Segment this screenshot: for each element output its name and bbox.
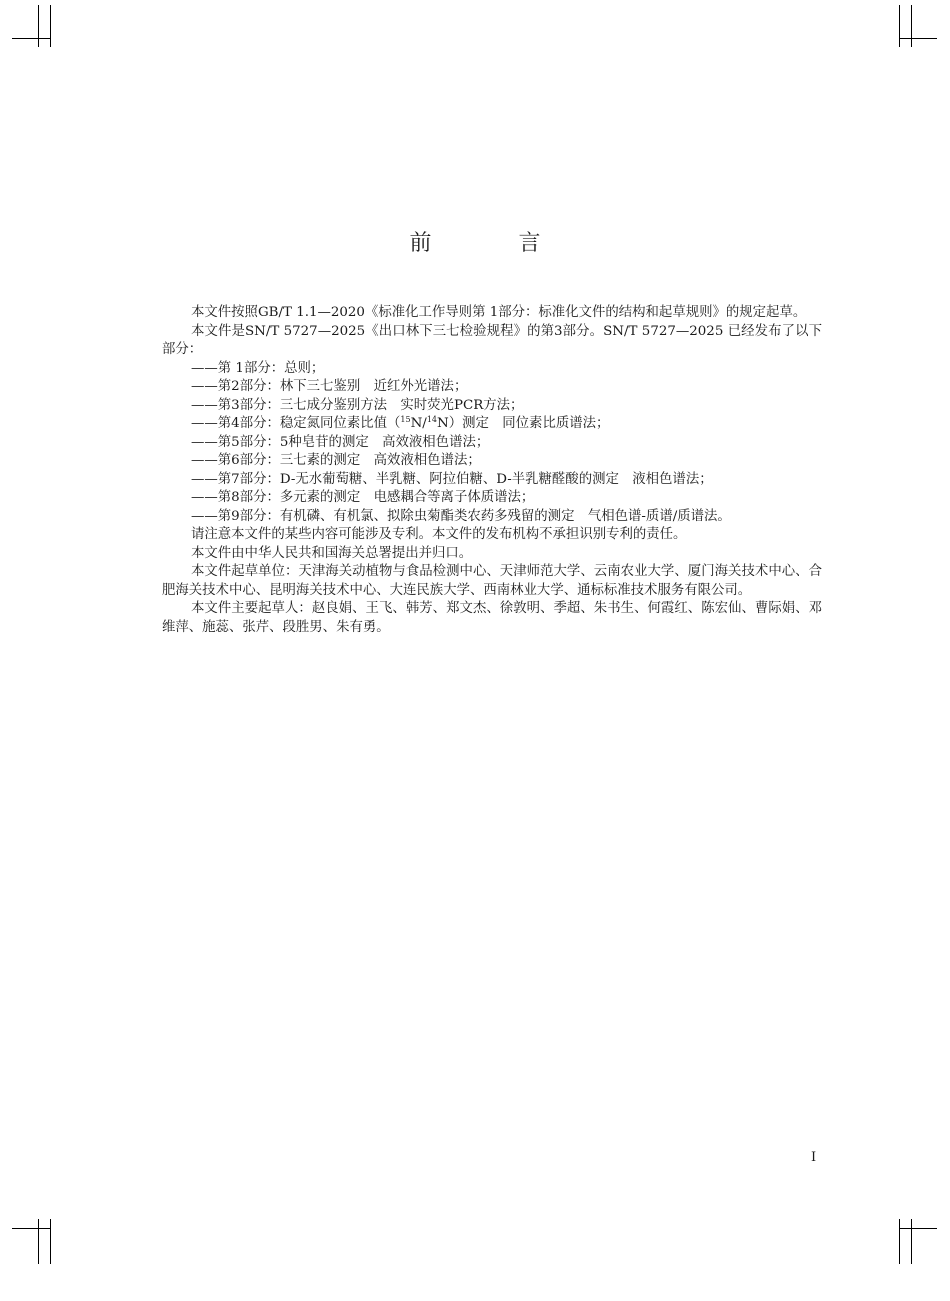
paragraph-drafting-units: 本文件起草单位：天津海关动植物与食品检测中心、天津师范大学、云南农业大学、厦门海关技术中心、合肥海关技术中心、昆明海关技术中心、大连民族大学、西南林业大学、通标标准技术服务有限公司。 xyxy=(162,564,822,598)
paragraph-standard-parts: 本文件是SN/T 5727—2025《出口林下三七检验规程》的第3部分。SN/T 5727—2025 已经发布了以下部分： xyxy=(162,323,822,357)
part-list-item-5: ——第5部分：5种皂苷的测定 高效液相色谱法； xyxy=(191,434,490,450)
foreword-body xyxy=(162,304,822,637)
isotope-superscript-15: 15 xyxy=(400,415,411,424)
part-list-item-1: ——第 1部分：总则； xyxy=(191,360,325,376)
part4-prefix: ——第4部分：稳定氮同位素比值（ xyxy=(191,416,401,431)
isotope-superscript-14: 14 xyxy=(426,415,437,424)
part-list-item-4 xyxy=(162,415,822,434)
paragraph-patent-notice: 请注意本文件的某些内容可能涉及专利。本文件的发布机构不承担识别专利的责任。 xyxy=(191,527,687,542)
page-title: 前 言 xyxy=(409,231,581,256)
paragraph-drafters: 本文件主要起草人：赵良娟、王飞、韩芳、郑文杰、徐敦明、季超、朱书生、何霞红、陈宏仙、曹际娟、邓维萍、施蕊、张芹、段胜男、朱有勇。 xyxy=(162,601,822,635)
page-number: I xyxy=(811,1150,817,1165)
part4-suffix: N）测定 同位素比质谱法； xyxy=(437,416,610,431)
part-list-item-8: ——第8部分：多元素的测定 电感耦合等离子体质谱法； xyxy=(191,490,535,505)
part-list-item-7: ——第7部分：D-无水葡萄糖、半乳糖、阿拉伯糖、D-半乳糖醛酸的测定 液相色谱法； xyxy=(191,471,713,487)
paragraph-drafting-rules: 本文件按照GB/T 1.1—2020《标准化工作导则第 1部分：标准化文件的结构和起草规则》的规定起草。 xyxy=(191,305,807,320)
part-list-item-9: ——第9部分：有机磷、有机氯、拟除虫菊酯类农药多残留的测定 气相色谱-质谱/质谱法。 xyxy=(191,508,731,524)
paragraph-proposer: 本文件由中华人民共和国海关总署提出并归口。 xyxy=(191,545,473,561)
part-list-item-3: ——第3部分：三七成分鉴别方法 实时荧光PCR方法； xyxy=(191,397,524,413)
part4-mid: N/ xyxy=(410,416,427,431)
part-list-item-2: ——第2部分：林下三七鉴别 近红外光谱法； xyxy=(191,379,468,394)
part-list-item-6: ——第6部分：三七素的测定 高效液相色谱法； xyxy=(191,453,481,468)
